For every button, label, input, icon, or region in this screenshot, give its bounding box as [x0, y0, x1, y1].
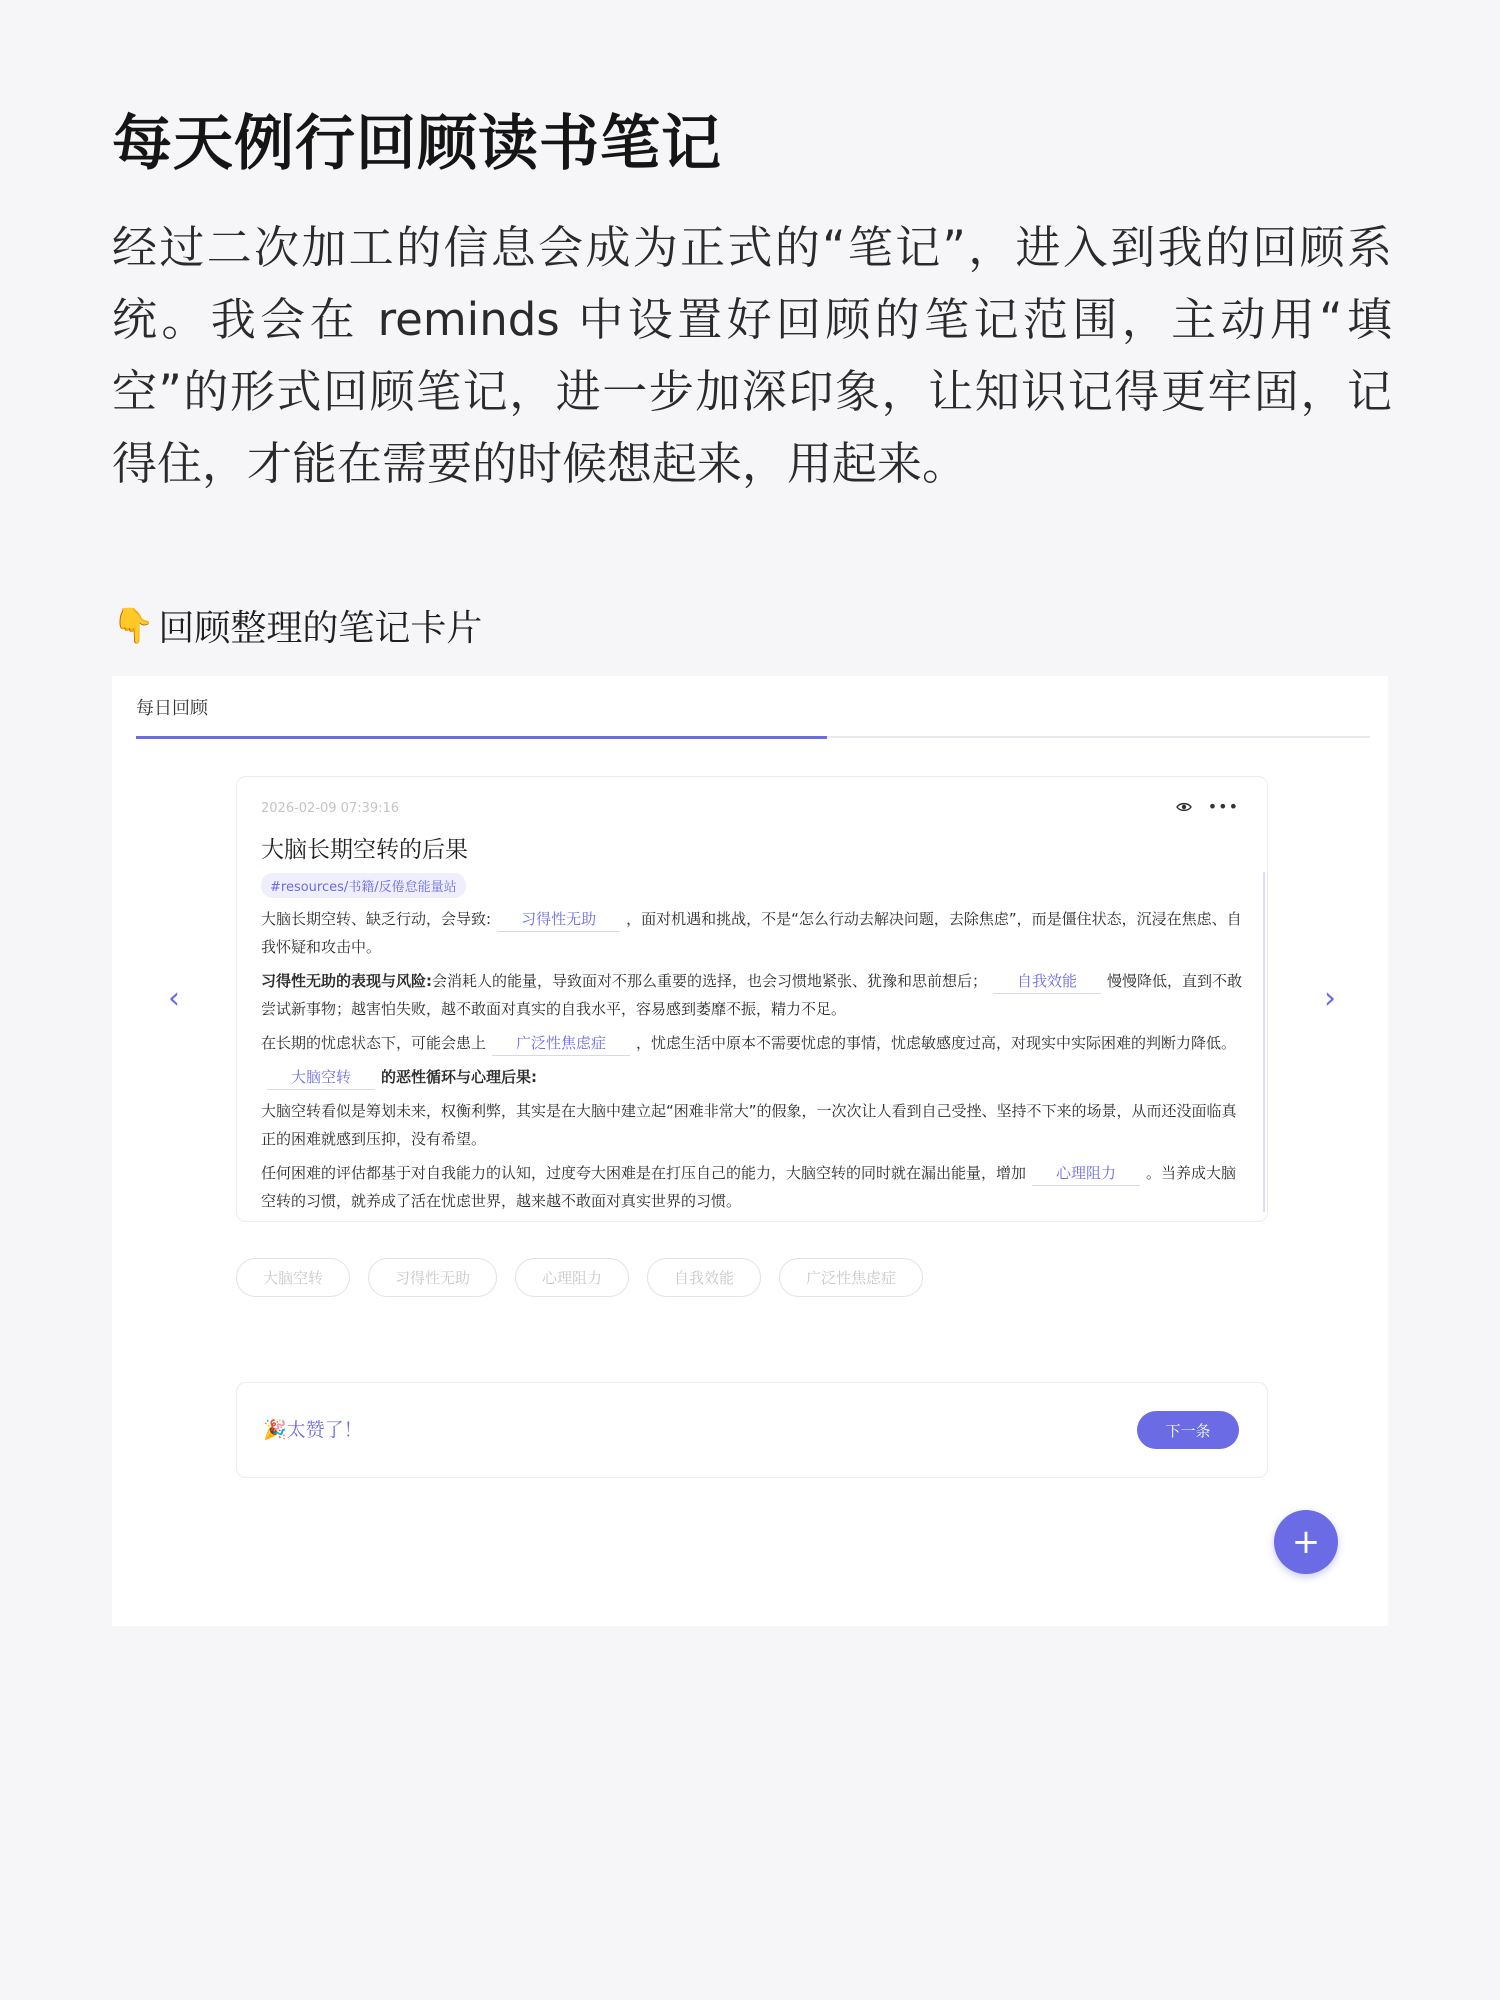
text-segment: 大脑长期空转、缺乏行动，会导致:	[261, 910, 492, 928]
eye-icon[interactable]	[1176, 799, 1192, 815]
answer-chip[interactable]: 自我效能	[647, 1258, 761, 1297]
cloze-blank[interactable]: 大脑空转	[267, 1065, 375, 1090]
review-app-panel	[112, 676, 1388, 1626]
card-paragraph	[261, 1159, 1246, 1215]
next-note-button[interactable]: 下一条	[1137, 1411, 1239, 1449]
text-segment: ，忧虑生活中原本不需要忧虑的事情，忧虑敏感度过高，对现实中实际困难的判断力降低。	[636, 1034, 1237, 1052]
section-heading	[112, 600, 482, 651]
page-title: 每天例行回顾读书笔记	[112, 109, 722, 179]
note-card	[236, 776, 1268, 1222]
text-segment: 任何困难的评估都基于对自我能力的认知，过度夸大困难是在打压自己的能力，大脑空转的同时就在漏出能量，增加	[261, 1164, 1027, 1182]
prev-card-button[interactable]: ‹	[168, 981, 180, 1016]
cloze-blank[interactable]: 自我效能	[993, 969, 1101, 994]
card-scrollbar[interactable]	[1263, 872, 1265, 1212]
card-paragraph	[261, 1029, 1246, 1057]
cloze-blank[interactable]: 习得性无助	[497, 907, 620, 932]
card-timestamp: 2026-02-09 07:39:16	[261, 801, 400, 816]
cloze-blank[interactable]: 心理阻力	[1032, 1161, 1140, 1186]
add-note-button[interactable]: +	[1274, 1510, 1338, 1574]
note-tag[interactable]: #resources/书籍/反倦怠能量站	[261, 873, 466, 898]
section-heading-label: 回顾整理的笔记卡片	[158, 608, 483, 649]
card-body	[261, 905, 1246, 1221]
result-card	[236, 1382, 1268, 1478]
card-actions	[1176, 799, 1239, 815]
answer-chip[interactable]: 大脑空转	[236, 1258, 350, 1297]
text-segment: 在长期的忧虑状态下，可能会患上	[261, 1034, 487, 1052]
card-paragraph	[261, 905, 1246, 961]
intro-paragraph: 经过二次加工的信息会成为正式的“笔记”，进入到我的回顾系统。我会在 reminds 中设置好回顾的笔记范围，主动用“填空”的形式回顾笔记，进一步加深印象，让知识记得更牢固，记得住，才能在需要的时候想起来，用起来。	[112, 221, 1392, 490]
text-segment: 。当养成大脑空转的习惯，就养成了活在忧虑世界，越来越不敢面对真实世界的习惯。	[261, 1164, 1237, 1210]
card-paragraph	[261, 967, 1246, 1023]
progress-track	[136, 736, 1370, 738]
card-paragraph	[261, 1063, 1246, 1091]
answer-chips	[236, 1258, 923, 1297]
bold-text: 习得性无助的表现与风险:	[261, 972, 432, 990]
cloze-blank[interactable]: 广泛性焦虑症	[492, 1031, 630, 1056]
pointing-down-icon: 👇	[112, 605, 155, 646]
answer-chip[interactable]: 习得性无助	[368, 1258, 497, 1297]
text-segment: 会消耗人的能量，导致面对不那么重要的选择，也会习惯地紧张、犹豫和思前想后；	[432, 972, 988, 990]
progress-fill	[136, 736, 827, 739]
card-title: 大脑长期空转的后果	[261, 837, 468, 863]
next-card-arrow-button[interactable]: ›	[1324, 981, 1336, 1016]
answer-chip[interactable]: 广泛性焦虑症	[779, 1258, 923, 1297]
text-segment: ，面对机遇和挑战，不是“怎么行动去解决问题，去除焦虑”，而是僵住状态，沉浸在焦虑、自我怀疑和攻击中。	[261, 910, 1242, 956]
more-options-icon[interactable]: •••	[1207, 797, 1239, 816]
result-message: 🎉太赞了！	[263, 1419, 363, 1441]
text-segment: 慢慢降低，直到不敢尝试新事物；越害怕失败，越不敢面对真实的自我水平，容易感到萎靡不振，精力不足。	[261, 972, 1243, 1018]
tab-daily-review[interactable]: 每日回顾	[136, 698, 208, 719]
card-paragraph: 大脑空转看似是筹划未来，权衡利弊，其实是在大脑中建立起“困难非常大”的假象，一次次让人看到自己受挫、坚持不下来的场景，从而还没面临真正的困难就感到压抑，没有希望。	[261, 1102, 1237, 1148]
bold-text: 的恶性循环与心理后果:	[381, 1068, 538, 1086]
answer-chip[interactable]: 心理阻力	[515, 1258, 629, 1297]
